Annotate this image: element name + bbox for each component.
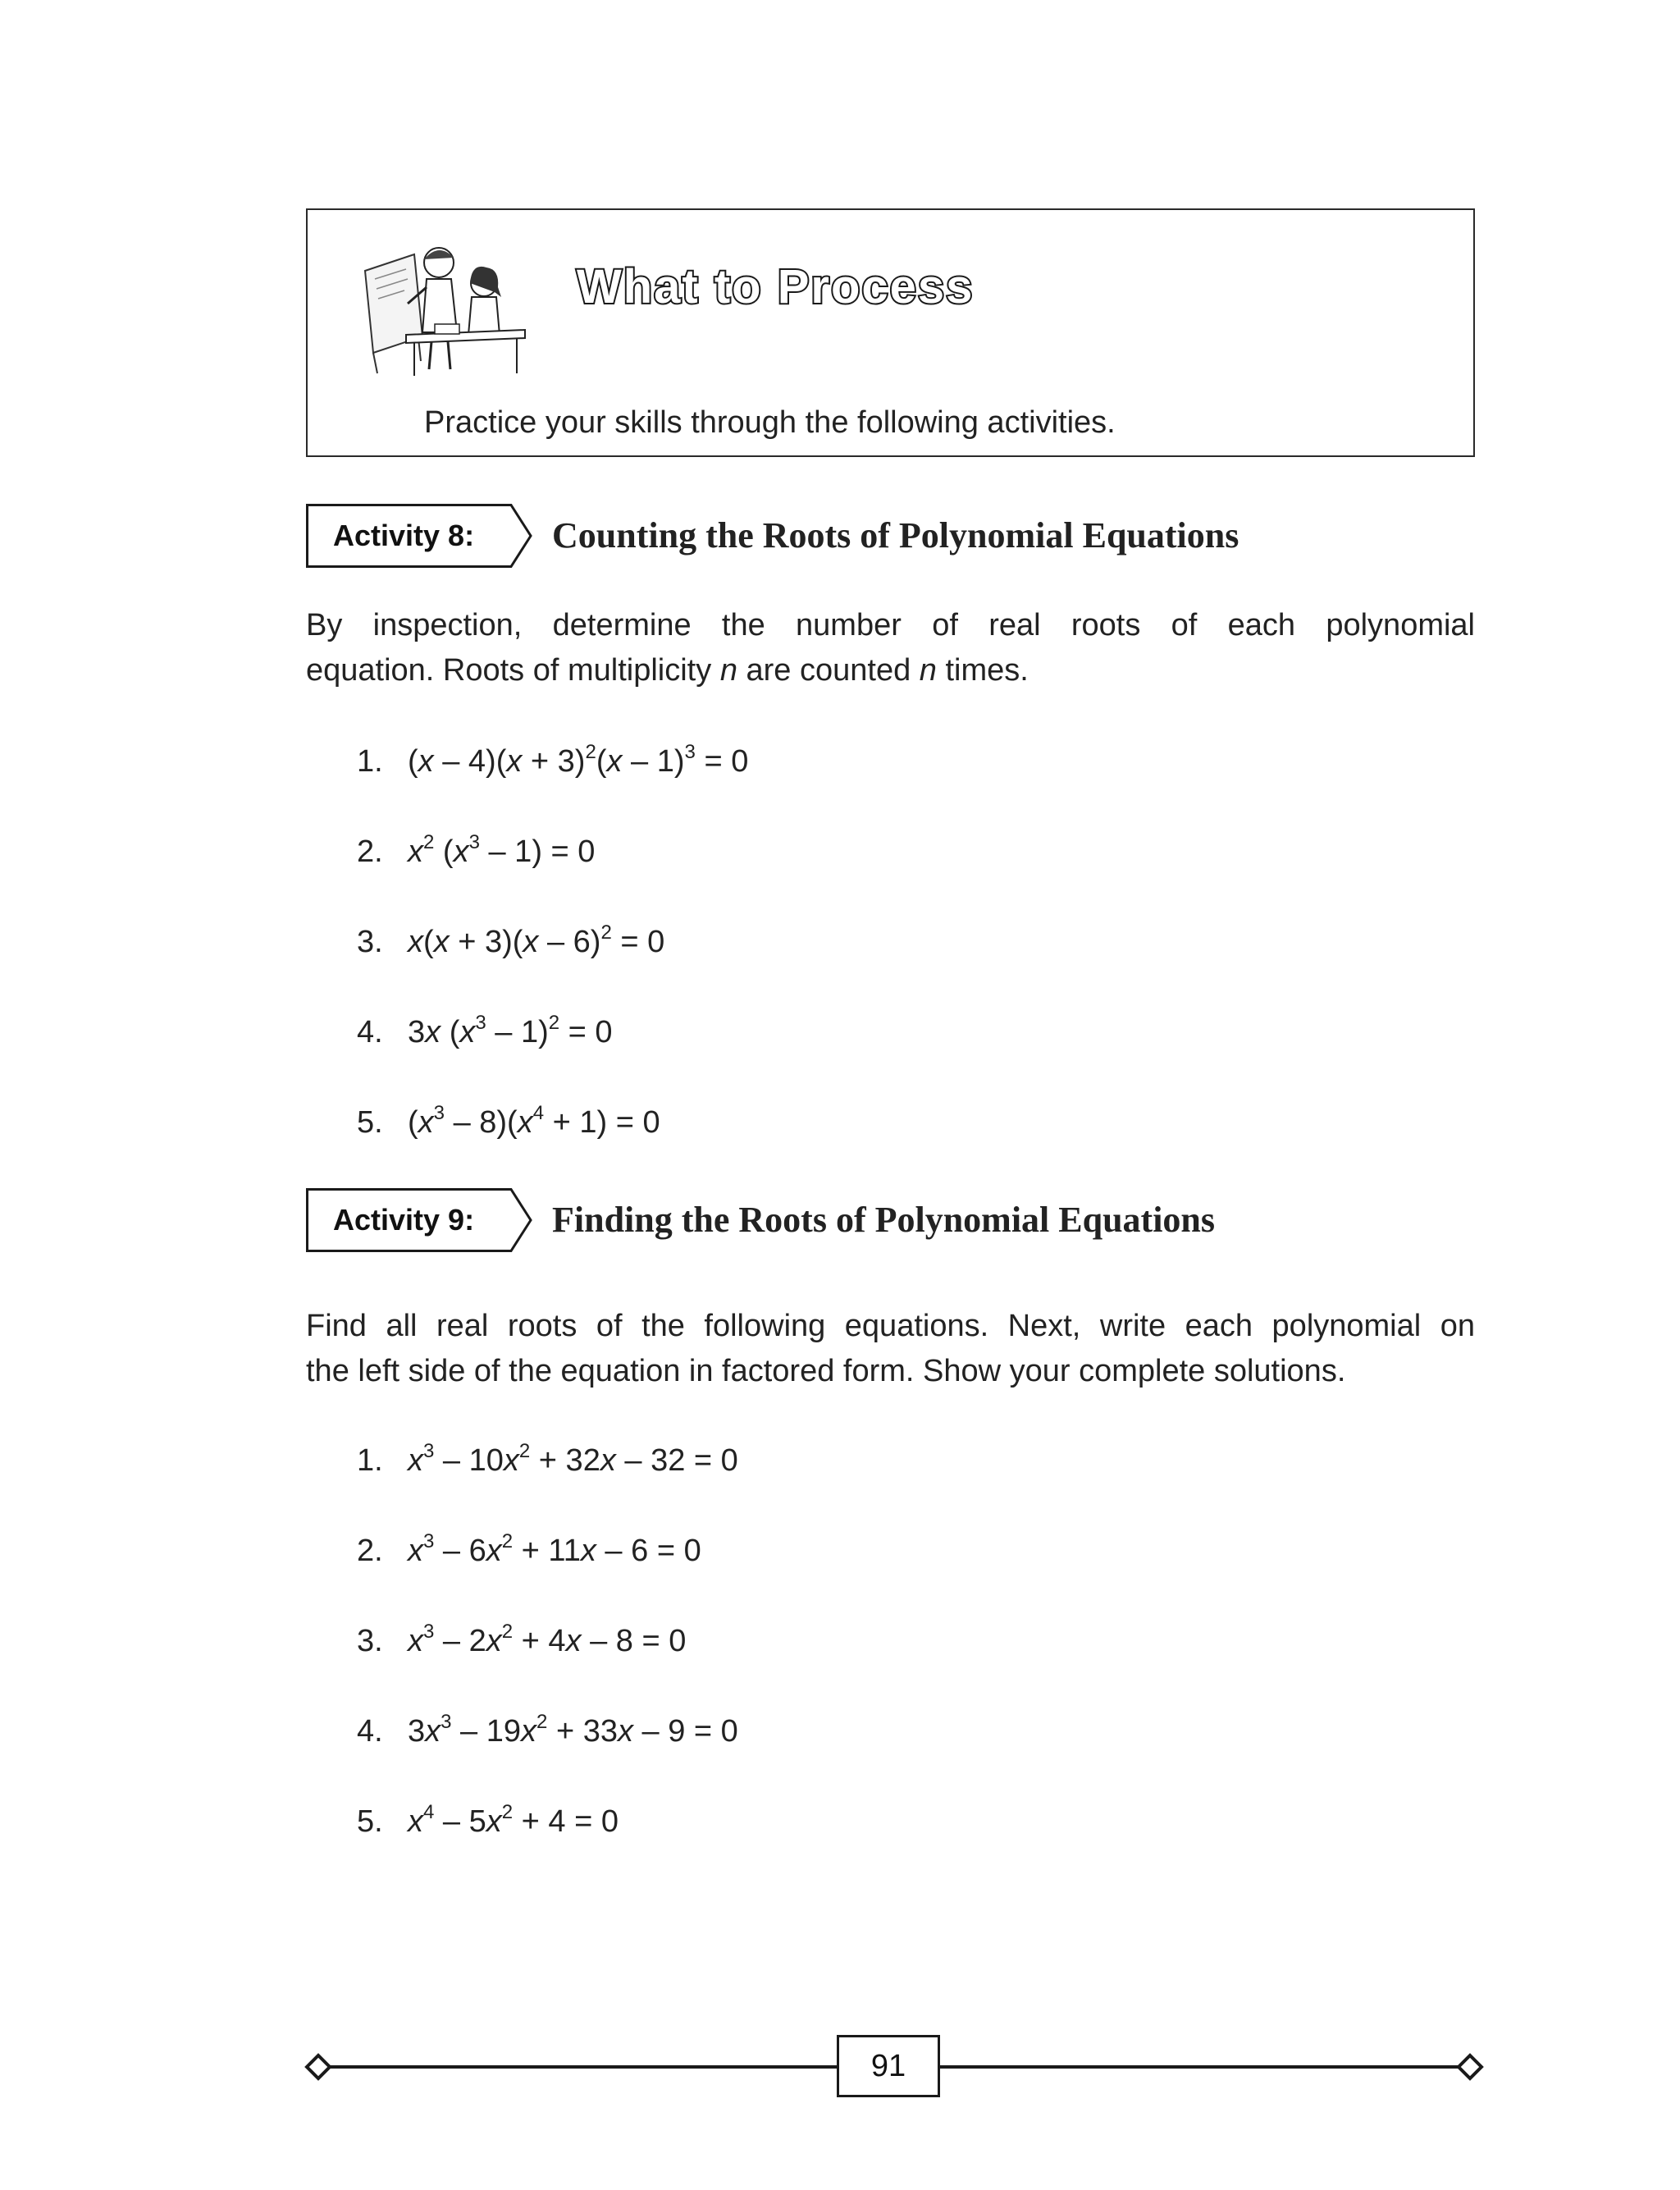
activity-8-instructions <box>306 603 1475 693</box>
activity-9-title: Finding the Roots of Polynomial Equations <box>552 1200 1216 1240</box>
list-item: 5. $(x^3 - 8)(x^4 + 1) = 0$ <box>357 1102 660 1140</box>
equation: $x^3 - 2x^2 + 4x - 8 = 0$ <box>408 1621 687 1658</box>
activity-8-instructions-line2: equation. Roots of multiplicity n are counted n times. <box>306 653 1029 688</box>
diamond-left-icon <box>307 2055 330 2078</box>
activity-9-label: Activity 9: <box>333 1203 475 1237</box>
activity-8-instructions-line1: By inspection, determine the number of real roots of each polynomial <box>306 608 1475 642</box>
activity-8-label-box <box>306 504 536 568</box>
section-title-text: What to Process <box>577 260 975 313</box>
equation: $(x - 4)(x + 3)^2(x - 1)^3 = 0$ <box>408 741 749 779</box>
equation: $(x^3 - 8)(x^4 + 1) = 0$ <box>408 1102 660 1140</box>
activity-8-title: Counting the Roots of Polynomial Equations <box>552 515 1239 556</box>
activity-9-header <box>306 1188 1475 1255</box>
equation: $3x^3 - 19x^2 + 33x - 9 = 0$ <box>408 1711 738 1749</box>
what-to-process-box <box>306 208 1475 457</box>
diamond-right-icon <box>1459 2055 1481 2078</box>
activity-8-label: Activity 8: <box>333 519 475 552</box>
list-item: 1. $x^3 - 10x^2 + 32x - 32 = 0$ <box>357 1440 738 1478</box>
equation: $x^3 - 10x^2 + 32x - 32 = 0$ <box>408 1440 738 1478</box>
equation: 3x $(x^3 - 1)^2 = 0$ <box>408 1012 613 1049</box>
activity-8-header <box>306 504 1475 571</box>
list-item: 5. $x^4 - 5x^2 + 4 = 0$ <box>357 1801 619 1839</box>
equation: $x^2$ $(x^3 - 1) = 0$ <box>408 831 596 869</box>
list-item: 2. $x^3 - 6x^2 + 11x - 6 = 0$ <box>357 1530 701 1568</box>
equation: $x^3 - 6x^2 + 11x - 6 = 0$ <box>408 1530 701 1568</box>
activity-9-instructions <box>306 1304 1475 1394</box>
list-item: 4. 3x $(x^3 - 1)^2 = 0$ <box>357 1012 613 1049</box>
activity-9-label-box <box>306 1188 536 1252</box>
list-item: 2. $x^2$ $(x^3 - 1) = 0$ <box>357 831 596 869</box>
activity-9-instructions-line1: Find all real roots of the following equations. Next, write each polynomial on <box>306 1309 1475 1343</box>
students-at-board-illustration <box>357 238 529 377</box>
activity-8-equation-list <box>357 741 748 1192</box>
activity-9-equation-list <box>357 1440 738 1891</box>
page-footer <box>304 2033 1485 2107</box>
section-title <box>570 255 1095 321</box>
header-instructions: Practice your skills through the following activities. <box>424 405 1116 440</box>
activity-9-instructions-line2: the left side of the equation in factored form. Show your complete solutions. <box>306 1354 1346 1388</box>
page-number: 91 <box>837 2035 940 2097</box>
list-item: 3. x(x + 3)(x – 6)$^2$ = 0 <box>357 921 665 959</box>
list-item: 1. $(x - 4)(x + 3)^2(x - 1)^3 = 0$ <box>357 741 749 779</box>
list-item: 3. $x^3 - 2x^2 + 4x - 8 = 0$ <box>357 1621 687 1658</box>
list-item: 4. $3x^3 - 19x^2 + 33x - 9 = 0$ <box>357 1711 738 1749</box>
equation: x(x + 3)(x – 6)$^2$ = 0 <box>408 921 665 959</box>
equation: $x^4 - 5x^2 + 4 = 0$ <box>408 1801 619 1839</box>
